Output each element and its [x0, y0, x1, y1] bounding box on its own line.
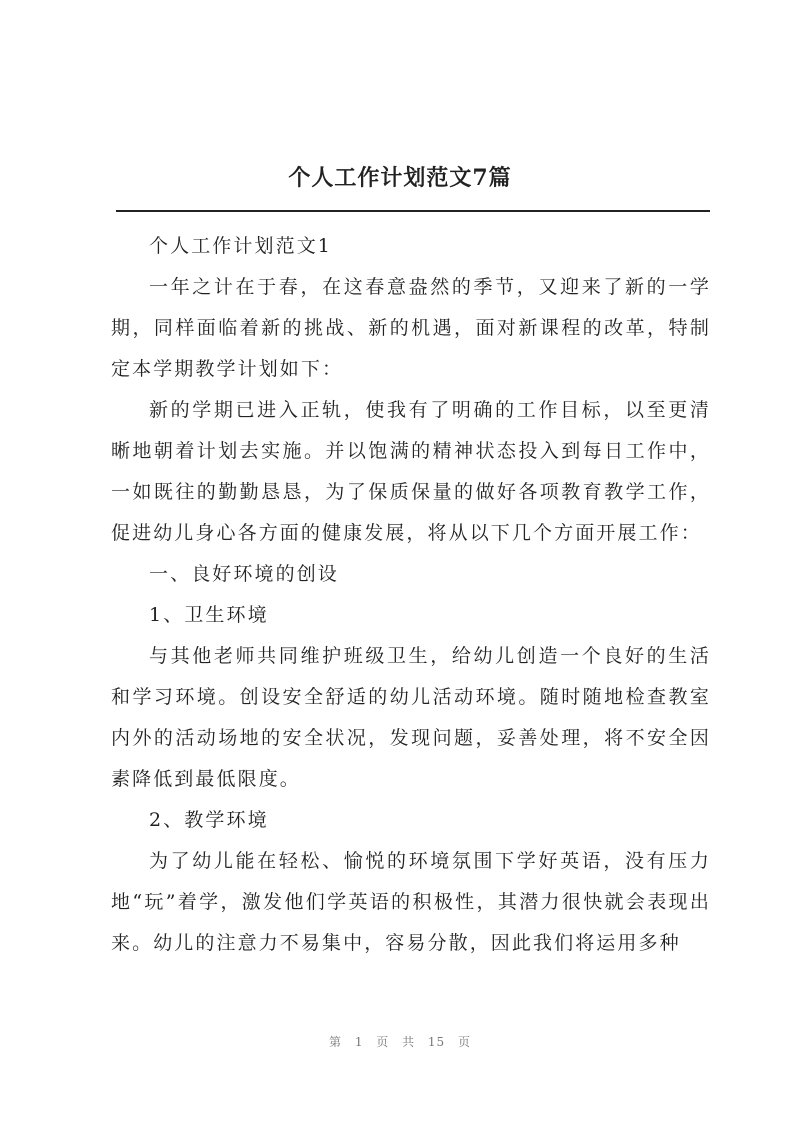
- subsection-heading: 1、卫生环境: [149, 604, 269, 626]
- paragraph: 与其他老师共同维护班级卫生，给幼儿创造一个良好的生活和学习环境。创设安全舒适的幼儿活动环境。随时随地检查教室内外的活动场地的安全状况，发现问题，妥善处理，将不安全因素降低到最低限度。: [111, 645, 711, 790]
- paragraph: 新的学期已进入正轨，使我有了明确的工作目标，以至更清晰地朝着计划去实施。并以饱满的精神状态投入到每日工作中，一如既往的勤勤恳恳，为了保质保量的做好各项教育教学工作，促进幼儿身心各方面的健康发展，将从以下几个方面开展工作：: [111, 399, 711, 544]
- page-number-footer: 第 1 页 共 15 页: [329, 1035, 471, 1049]
- title-divider: [116, 210, 710, 212]
- section-heading: 个人工作计划范文1: [149, 235, 332, 257]
- paragraph: 为了幼儿能在轻松、愉悦的环境氛围下学好英语，没有压力地“玩”着学，激发他们学英语的积极性，其潜力很快就会表现出来。幼儿的注意力不易集中，容易分散，因此我们将运用多种: [111, 850, 711, 954]
- paragraph: 一年之计在于春，在这春意盎然的季节，又迎来了新的一学期，同样面临着新的挑战、新的机遇，面对新课程的改革，特制定本学期教学计划如下：: [111, 276, 711, 380]
- document-title: 个人工作计划范文7篇: [288, 165, 512, 191]
- document-body: [111, 226, 711, 964]
- section-heading: 一、良好环境的创设: [149, 563, 339, 585]
- subsection-heading: 2、教学环境: [149, 809, 269, 831]
